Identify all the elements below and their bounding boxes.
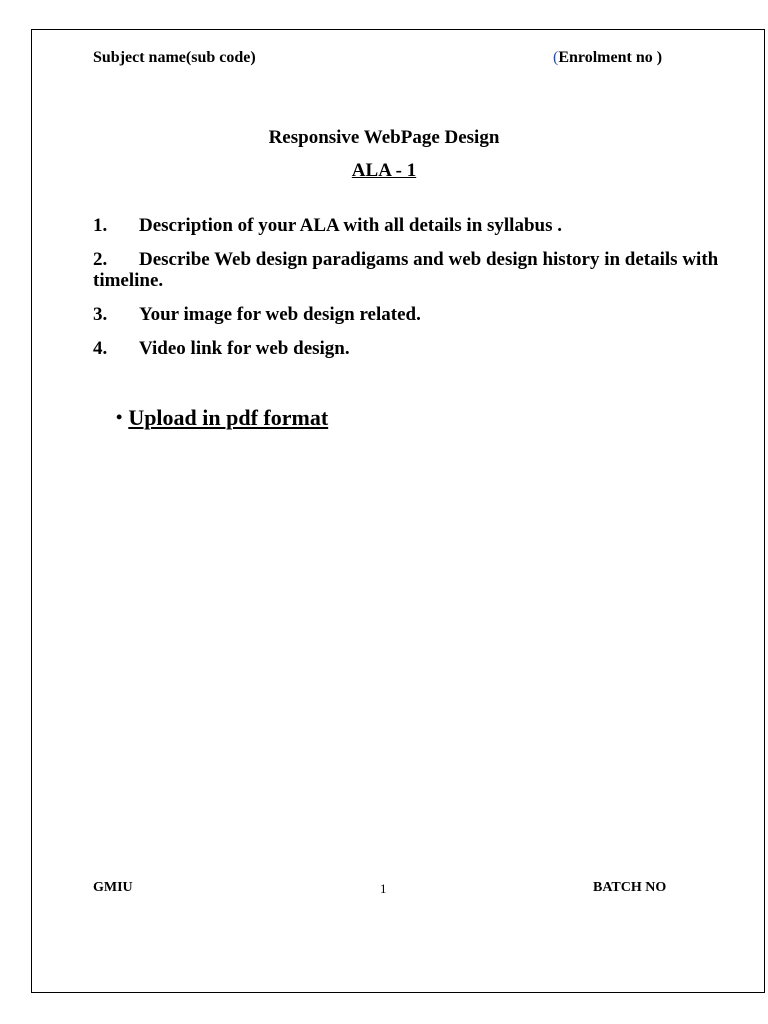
list-item <box>93 215 733 236</box>
list-item-number: 2. <box>93 249 108 270</box>
document-title: Responsive WebPage Design <box>268 127 500 148</box>
header-enrolment-text: Enrolment no ) <box>558 49 663 66</box>
header-subject: Subject name(sub code) <box>93 49 256 66</box>
footer-institution: GMIU <box>93 880 133 895</box>
bullet-text: Upload in pdf format <box>128 405 329 430</box>
list-item <box>93 249 733 291</box>
list-item <box>93 304 733 325</box>
list-item-text: Your image for web design related. <box>139 304 421 325</box>
header-enrolment <box>553 49 662 67</box>
list-item-number: 3. <box>93 304 108 325</box>
header-enrolment-paren: ( <box>553 49 559 66</box>
footer-page-number: 1 <box>380 881 387 896</box>
list-item-number: 1. <box>93 215 108 236</box>
list-item-number: 4. <box>93 338 108 359</box>
bullet-note <box>116 405 328 431</box>
list-item-text: Video link for web design. <box>139 338 350 359</box>
document-subtitle: ALA - 1 <box>351 160 417 181</box>
bullet-icon: • <box>116 407 123 427</box>
footer-batch: BATCH NO <box>593 880 667 895</box>
task-list <box>93 215 733 372</box>
list-item-text: Describe Web design paradigams and web design history in details with timeline. <box>93 249 719 291</box>
list-item <box>93 338 733 359</box>
list-item-text: Description of your ALA with all details in syllabus . <box>139 215 562 236</box>
